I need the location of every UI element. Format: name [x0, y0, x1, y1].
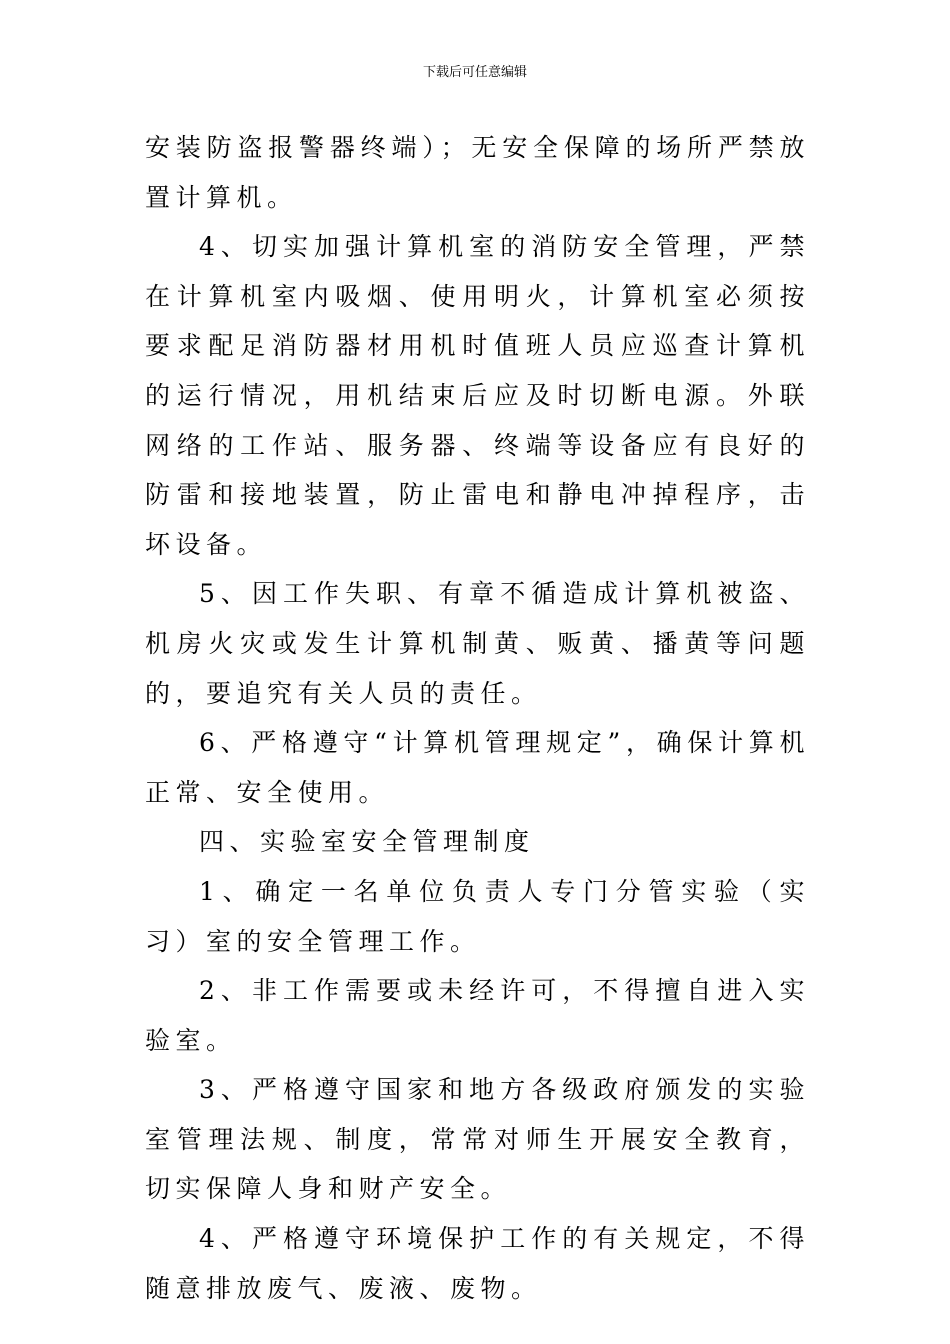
page-header-note: 下载后可任意编辑: [422, 65, 527, 80]
paragraph-item-5-accountability: 5、因工作失职、有章不循造成计算机被盗、机房火灾或发生计算机制黄、贩黄、播黄等问题的，要追究有关人员的责任。: [145, 579, 810, 708]
section-heading-lab-safety: 四、实验室安全管理制度: [199, 827, 535, 857]
document-body: [145, 123, 810, 1313]
paragraph-continuation: 安装防盗报警器终端）；无安全保障的场所严禁放置计算机。: [145, 133, 810, 212]
paragraph-item-4-fire-safety: 4、切实加强计算机室的消防安全管理，严禁在计算机室内吸烟、使用明火，计算机室必须按要求配足消防器材用机时值班人员应巡查计算机的运行情况，用机结束后应及时切断电源。外联网络的工作站、服务器、终端等设备应有良好的防雷和接地装置，防止雷电和静电冲掉程序，击坏设备。: [145, 232, 810, 559]
paragraph-lab-item-1: 1、确定一名单位负责人专门分管实验（实习）室的安全管理工作。: [145, 876, 810, 956]
paragraph-lab-item-3: 3、严格遵守国家和地方各级政府颁发的实验室管理法规、制度，常常对师生开展安全教育，切实保障人身和财产安全。: [145, 1075, 810, 1204]
paragraph-lab-item-4: 4、严格遵守环境保护工作的有关规定，不得随意排放废气、废液、废物。: [145, 1224, 810, 1303]
paragraph-item-6-compliance: 6、严格遵守“计算机管理规定”，确保计算机正常、安全使用。: [145, 728, 810, 807]
paragraph-lab-item-2: 2、非工作需要或未经许可，不得擅自进入实验室。: [145, 976, 810, 1055]
